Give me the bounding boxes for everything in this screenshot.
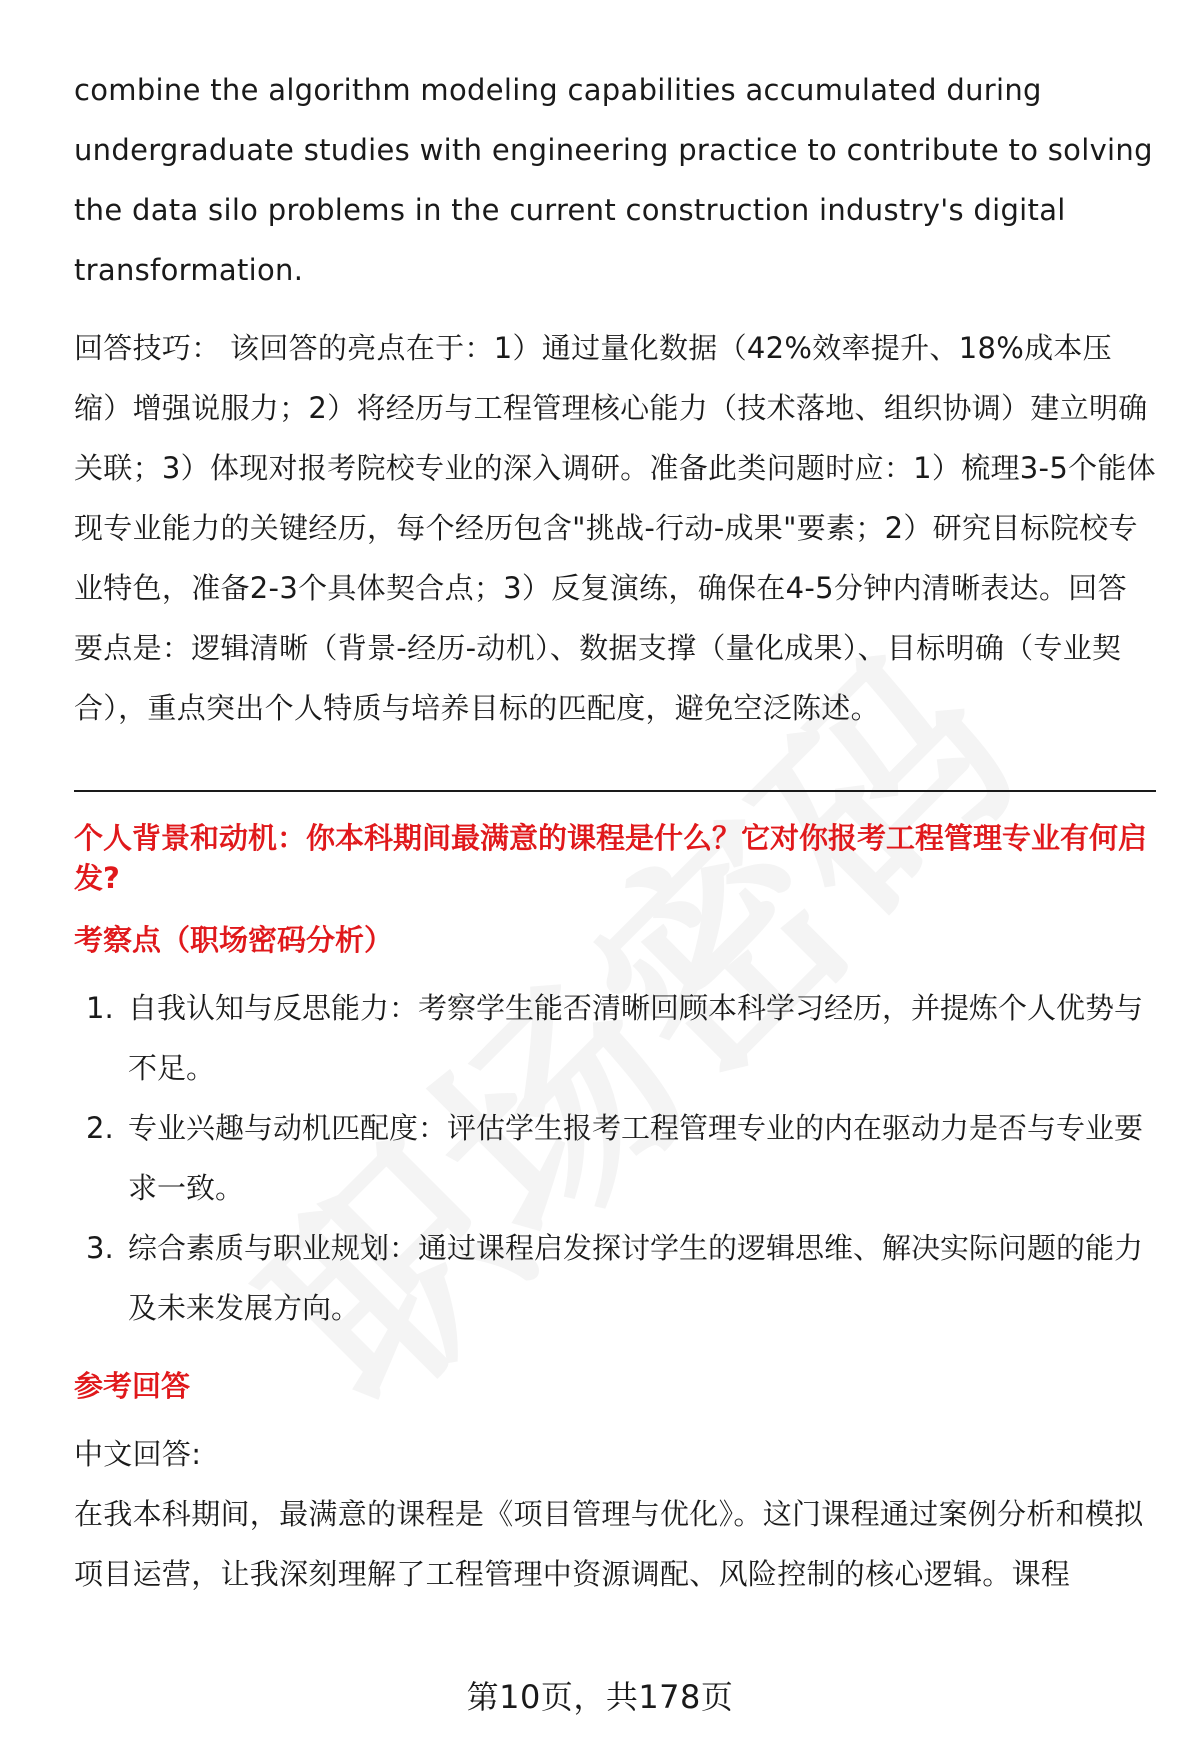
intro-english-paragraph: combine the algorithm modeling capabilities accumulated during undergraduate studies with engineering practice to contribute to solving the data silo problems in the current construction industry's digital transformation. [74,73,1153,287]
list-number: 1. [86,991,114,1025]
chinese-answer-label: 中文回答: [74,1437,202,1471]
list-item [74,978,1156,1098]
section-divider [74,790,1156,792]
chinese-answer [74,1424,1156,1604]
list-item [74,1218,1156,1338]
list-item-text: 综合素质与职业规划：通过课程启发探讨学生的逻辑思维、解决实际问题的能力及未来发展方向。 [128,1231,1144,1325]
exam-points-heading: 考察点（职场密码分析） [74,923,394,957]
exam-points-list [74,978,1156,1338]
list-number: 2. [86,1111,114,1145]
question-title: 个人背景和动机：你本科期间最满意的课程是什么？它对你报考工程管理专业有何启发? [74,821,1148,895]
list-number: 3. [86,1231,114,1265]
page-footer: 第10页，共178页 [466,1678,734,1716]
chinese-answer-text: 在我本科期间，最满意的课程是《项目管理与优化》。这门课程通过案例分析和模拟项目运营，让我深刻理解了工程管理中资源调配、风险控制的核心逻辑。课程 [74,1497,1144,1591]
list-item-text: 专业兴趣与动机匹配度：评估学生报考工程管理专业的内在驱动力是否与专业要求一致。 [128,1111,1144,1205]
list-item [74,1098,1156,1218]
list-item-text: 自我认知与反思能力：考察学生能否清晰回顾本科学习经历，并提炼个人优势与不足。 [128,991,1144,1085]
answer-tips-paragraph: 回答技巧： 该回答的亮点在于：1）通过量化数据（42%效率提升、18%成本压缩）增强说服力；2）将经历与工程管理核心能力（技术落地、组织协调）建立明确关联；3）体现对报考院校专业的深入调研。准备此类问题时应：1）梳理3-5个能体现专业能力的关键经历，每个经历包含"挑战-行动-成果"要素；2）研究目标院校专业特色，准备2-3个具体契合点；3）反复演练，确保在4-5分钟内清晰表达。回答要点是：逻辑清晰（背景-经历-动机）、数据支撑（量化成果）、目标明确（专业契合），重点突出个人特质与培养目标的匹配度，避免空泛陈述。 [74,331,1156,725]
reference-answer-heading: 参考回答 [74,1369,191,1403]
document-page [74,60,1156,1604]
